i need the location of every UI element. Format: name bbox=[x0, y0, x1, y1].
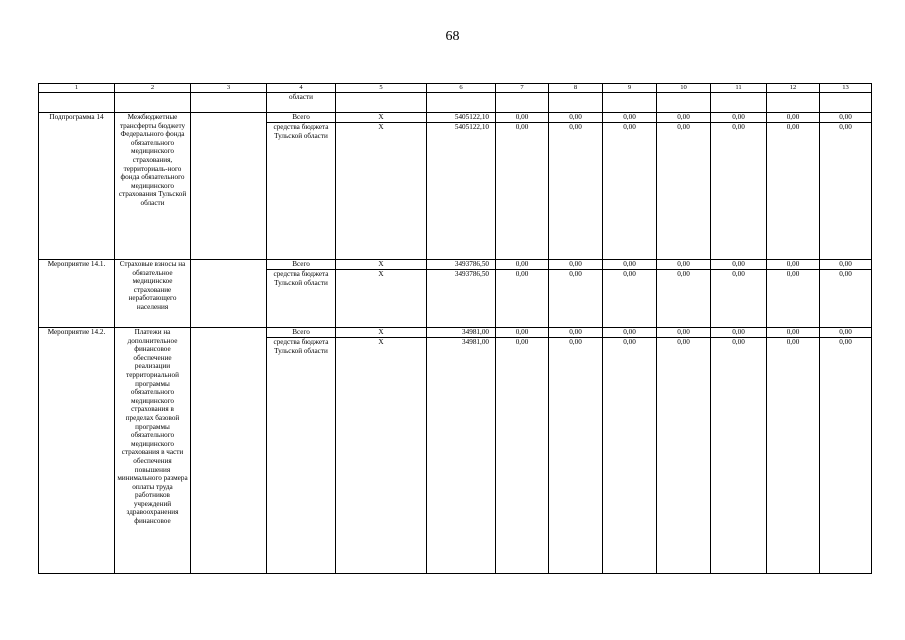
value-cell: 0,00 bbox=[711, 260, 767, 270]
value-cell: 0,00 bbox=[549, 328, 603, 338]
source-cell: Всего bbox=[267, 328, 336, 338]
value-cell: 0,00 bbox=[767, 113, 820, 123]
value-cell: 0,00 bbox=[767, 260, 820, 270]
name-cell: Платежи на дополнительное финансовое обеспечение реализации территориальной программы обязательного медицинского страхования в пределах базовой программы обязательного медицинского страхования в части обеспечения повышения минимального размера оплаты труда работников учреждений здравоохранения финансовое bbox=[115, 328, 191, 574]
name-cell: Межбюджетные трансферты бюджету Федерального фонда обязательного медицинского страхования, территориаль-ного фонда обязательного медицинского страхования Тульской области bbox=[115, 113, 191, 260]
column-header: 12 bbox=[767, 84, 820, 93]
source-cell: области bbox=[267, 93, 336, 113]
value-cell: 0,00 bbox=[603, 328, 657, 338]
value-cell: 0,00 bbox=[549, 260, 603, 270]
column-header: 5 bbox=[336, 84, 427, 93]
source-cell: Всего bbox=[267, 113, 336, 123]
x-cell: X bbox=[336, 270, 427, 328]
column-header: 1 bbox=[39, 84, 115, 93]
value-cell: 0,00 bbox=[603, 338, 657, 574]
code-cell: Подпрограмма 14 bbox=[39, 113, 115, 260]
page-number: 68 bbox=[445, 29, 460, 44]
total-cell: 3493786,50 bbox=[427, 260, 496, 270]
column-header: 2 bbox=[115, 84, 191, 93]
table-row bbox=[39, 93, 872, 113]
total-cell: 3493786,50 bbox=[427, 270, 496, 328]
source-cell: средства бюджета Тульской области bbox=[267, 270, 336, 328]
x-cell: X bbox=[336, 328, 427, 338]
column-header: 11 bbox=[711, 84, 767, 93]
value-cell: 0,00 bbox=[603, 270, 657, 328]
value-cell: 0,00 bbox=[820, 260, 872, 270]
value-cell: 0,00 bbox=[820, 113, 872, 123]
source-cell: средства бюджета Тульской области bbox=[267, 123, 336, 260]
value-cell: 0,00 bbox=[549, 123, 603, 260]
source-cell: средства бюджета Тульской области bbox=[267, 338, 336, 574]
value-cell: 0,00 bbox=[496, 338, 549, 574]
x-cell: X bbox=[336, 260, 427, 270]
value-cell: 0,00 bbox=[549, 113, 603, 123]
column-number-row bbox=[39, 84, 872, 93]
value-cell: 0,00 bbox=[820, 123, 872, 260]
column-header: 6 bbox=[427, 84, 496, 93]
value-cell: 0,00 bbox=[711, 270, 767, 328]
table-row bbox=[39, 113, 872, 123]
value-cell: 0,00 bbox=[657, 123, 711, 260]
code-cell: Мероприятие 14.1. bbox=[39, 260, 115, 328]
x-cell: X bbox=[336, 338, 427, 574]
table-row bbox=[39, 328, 872, 338]
value-cell: 0,00 bbox=[711, 123, 767, 260]
value-cell: 0,00 bbox=[767, 123, 820, 260]
value-cell: 0,00 bbox=[767, 270, 820, 328]
value-cell: 0,00 bbox=[496, 270, 549, 328]
value-cell: 0,00 bbox=[603, 260, 657, 270]
column-header: 10 bbox=[657, 84, 711, 93]
value-cell: 0,00 bbox=[767, 338, 820, 574]
value-cell: 0,00 bbox=[549, 338, 603, 574]
column-header: 4 bbox=[267, 84, 336, 93]
value-cell: 0,00 bbox=[767, 328, 820, 338]
column-header: 7 bbox=[496, 84, 549, 93]
total-cell: 5405122,10 bbox=[427, 113, 496, 123]
code-cell: Мероприятие 14.2. bbox=[39, 328, 115, 574]
value-cell: 0,00 bbox=[711, 113, 767, 123]
value-cell: 0,00 bbox=[657, 328, 711, 338]
value-cell: 0,00 bbox=[820, 338, 872, 574]
value-cell: 0,00 bbox=[820, 328, 872, 338]
value-cell: 0,00 bbox=[496, 113, 549, 123]
column-header: 8 bbox=[549, 84, 603, 93]
value-cell: 0,00 bbox=[711, 338, 767, 574]
value-cell: 0,00 bbox=[711, 328, 767, 338]
value-cell: 0,00 bbox=[820, 270, 872, 328]
value-cell: 0,00 bbox=[603, 113, 657, 123]
total-cell: 5405122,10 bbox=[427, 123, 496, 260]
table-row bbox=[39, 260, 872, 270]
value-cell: 0,00 bbox=[496, 260, 549, 270]
value-cell: 0,00 bbox=[603, 123, 657, 260]
column-header: 3 bbox=[191, 84, 267, 93]
budget-table bbox=[38, 83, 872, 574]
value-cell: 0,00 bbox=[549, 270, 603, 328]
value-cell: 0,00 bbox=[657, 260, 711, 270]
total-cell: 34981,00 bbox=[427, 338, 496, 574]
column-header: 13 bbox=[820, 84, 872, 93]
name-cell: Страховые взносы на обязательное медицинское страхование неработающего населения bbox=[115, 260, 191, 328]
value-cell: 0,00 bbox=[657, 270, 711, 328]
value-cell: 0,00 bbox=[657, 338, 711, 574]
column-header: 9 bbox=[603, 84, 657, 93]
value-cell: 0,00 bbox=[657, 113, 711, 123]
x-cell: X bbox=[336, 113, 427, 123]
value-cell: 0,00 bbox=[496, 328, 549, 338]
value-cell: 0,00 bbox=[496, 123, 549, 260]
total-cell: 34981,00 bbox=[427, 328, 496, 338]
source-cell: Всего bbox=[267, 260, 336, 270]
x-cell: X bbox=[336, 123, 427, 260]
